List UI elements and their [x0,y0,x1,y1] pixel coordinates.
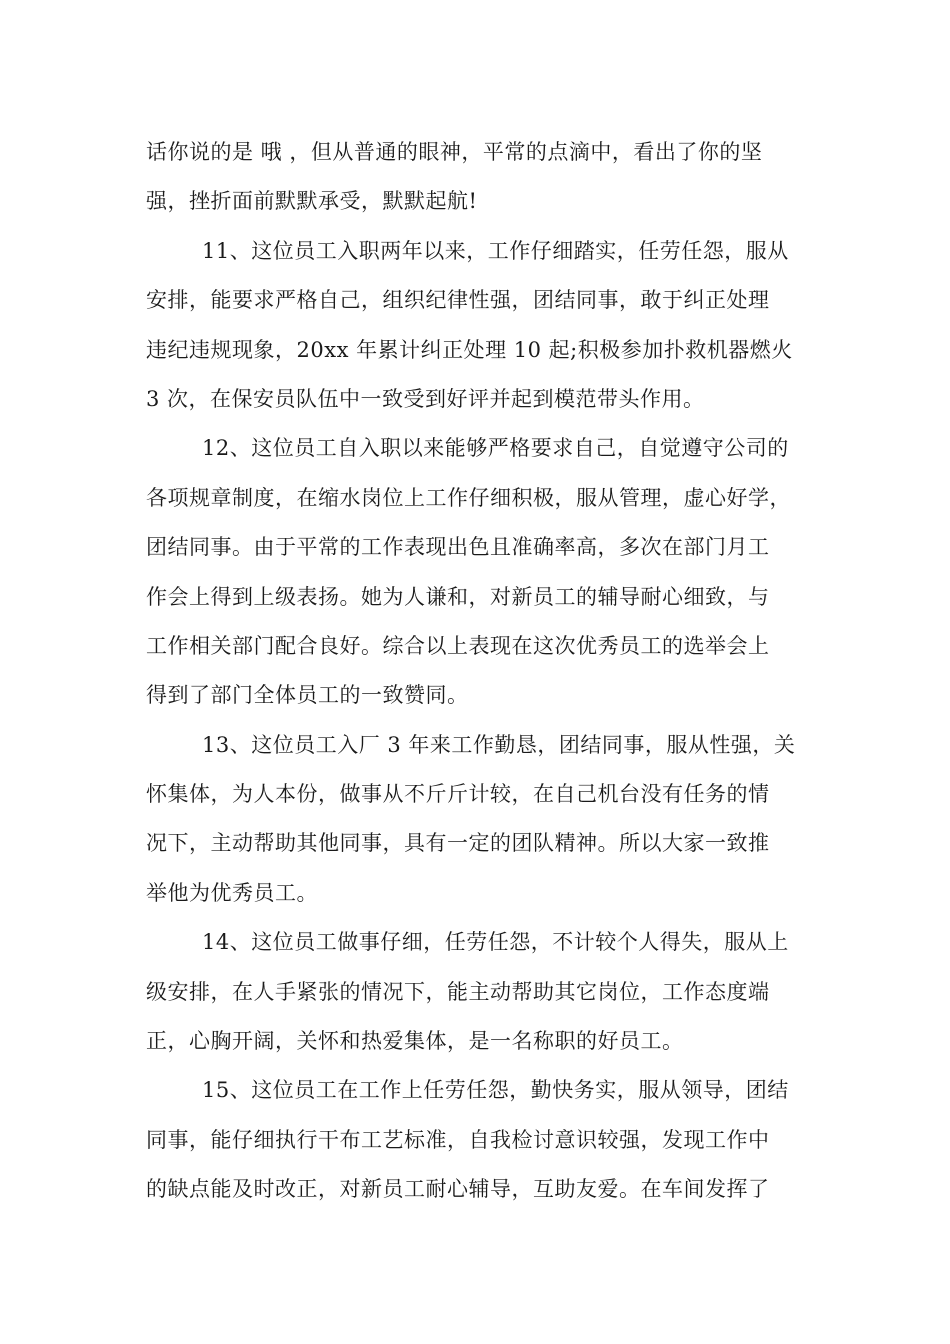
text-line: 得到了部门全体员工的一致赞同。 [146,683,469,708]
text-line: 正，心胸开阔，关怀和热爱集体，是一名称职的好员工。 [146,1029,684,1054]
paragraph-14-start: 14、这位员工做事仔细，任劳任怨，不计较个人得失，服从上 [202,930,789,955]
body-text [146,128,846,1215]
text-line: 级安排，在人手紧张的情况下，能主动帮助其它岗位，工作态度端 [146,979,770,1004]
text-line: 安排，能要求严格自己，组织纪律性强，团结同事，敢于纠正处理 [146,288,770,313]
text-line: 话你说的是 哦 ，但从普通的眼神，平常的点滴中，看出了你的坚 [146,140,763,164]
text-line: 况下，主动帮助其他同事，具有一定的团队精神。所以大家一致推 [146,831,770,856]
paragraph-15-start: 15、这位员工在工作上任劳任怨，勤快务实，服从领导，团结 [202,1078,789,1103]
text-line: 3 次，在保安员队伍中一致受到好评并起到模范带头作用。 [146,386,705,411]
text-line: 作会上得到上级表扬。她为人谦和，对新员工的辅导耐心细致，与 [146,584,770,609]
text-line: 的缺点能及时改正，对新员工耐心辅导，互助友爱。在车间发挥了 [146,1177,770,1202]
text-line: 违纪违规现象，20xx 年累计纠正处理 10 起;积极参加扑救机器燃火 [146,337,793,362]
text-line: 各项规章制度，在缩水岗位上工作仔细积极，服从管理，虚心好学， [146,485,791,510]
paragraph-11-start: 11、这位员工入职两年以来，工作仔细踏实，任劳任怨，服从 [202,238,789,263]
text-line: 工作相关部门配合良好。综合以上表现在这次优秀员工的选举会上 [146,633,770,658]
paragraph-13-start: 13、这位员工入厂 3 年来工作勤恳，团结同事，服从性强，关 [202,732,796,757]
text-line: 同事，能仔细执行干布工艺标准，自我检讨意识较强，发现工作中 [146,1127,770,1152]
paragraph-12-start: 12、这位员工自入职以来能够严格要求自己，自觉遵守公司的 [202,436,789,461]
text-line: 强，挫折面前默默承受，默默起航! [146,189,478,214]
text-line: 怀集体，为人本份，做事从不斤斤计较，在自己机台没有任务的情 [146,782,770,807]
text-line: 举他为优秀员工。 [146,880,318,905]
text-line: 团结同事。由于平常的工作表现出色且准确率高，多次在部门月工 [146,535,770,560]
